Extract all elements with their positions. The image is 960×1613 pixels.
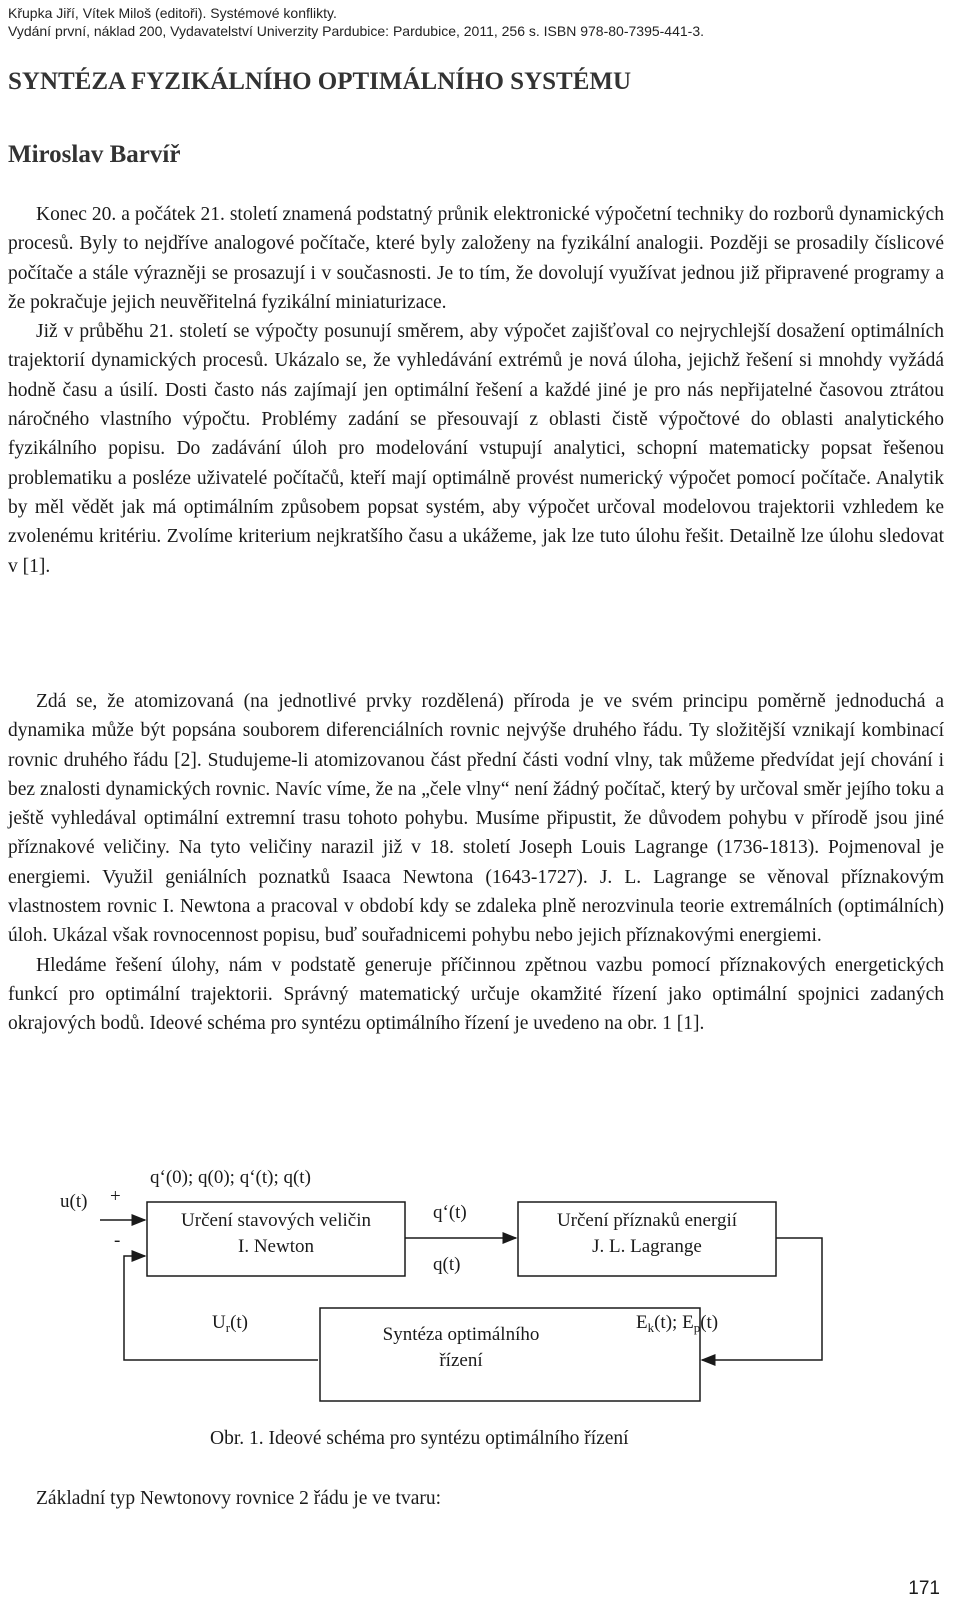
mid-q-label: q(t) xyxy=(433,1254,461,1275)
box1-line2: I. Newton xyxy=(238,1236,314,1257)
box3-line2: řízení xyxy=(439,1350,483,1371)
top-signals-label: q‘(0); q(0); q‘(t); q(t) xyxy=(150,1167,311,1188)
input-u-label: u(t) xyxy=(60,1191,88,1212)
box3-line1: Syntéza optimálního xyxy=(382,1324,540,1345)
mid-q-dot-label: q‘(t) xyxy=(433,1202,467,1223)
paragraph: Hledáme řešení úlohy, nám v podstatě generuje příčinnou zpětnou vazbu pomocí příznakových energetických funkcí pro optimální trajektorii. Správný matematický určuje okamžité řízení jako optimální spojnici zadaných okrajových bodů. Ideové schéma pro syntézu optimálního řízení je uvedeno na obr. 1 [1]. xyxy=(8,954,944,1035)
block-diagram xyxy=(0,1167,960,1425)
header-line-2: Vydání první, náklad 200, Vydavatelství Univerzity Pardubice: Pardubice, 2011, 256 s. ISBN 978-80-7395-441-3. xyxy=(8,23,704,39)
box2-line2: J. L. Lagrange xyxy=(592,1236,702,1257)
ek-ep-label: $E_k(t)$; $E_p(t)$ xyxy=(636,1312,719,1335)
section-main xyxy=(8,687,944,1039)
plus-sign: + xyxy=(110,1186,121,1207)
closing-sentence: Základní typ Newtonovy rovnice 2 řádu je ve tvaru: xyxy=(36,1488,442,1509)
paragraph: Konec 20. a počátek 21. století znamená podstatný průnik elektronické výpočetní techniky do rozborů dynamických procesů. Byly to nejdříve analogové počítače, které byly založeny na fyzikální analogii. Později se prosadily číslicové počítače a stále výrazněji se prosazují i v současnosti. Je to tím, že dovolují využívat jednou již připravené programy a že pokračuje jejich neuvěřitelná fyzikální miniaturizace. xyxy=(8,204,944,313)
page-number: 171 xyxy=(908,1578,940,1599)
paper-author: Miroslav Barvíř xyxy=(8,141,181,168)
figure-caption: Obr. 1. Ideové schéma pro syntézu optimálního řízení xyxy=(210,1428,629,1449)
box1-line1: Určení stavových veličin xyxy=(181,1210,371,1231)
feedback-line-left xyxy=(124,1256,318,1360)
paper-title: SYNTÉZA FYZIKÁLNÍHO OPTIMÁLNÍHO SYSTÉMU xyxy=(8,68,632,95)
page-header xyxy=(8,4,704,40)
paragraph: Již v průběhu 21. století se výpočty posunují směrem, aby výpočet zajišťoval co nejrychlejší dosažení optimálních trajektorií dynamických procesů. Ukázalo se, že vyhledávání extrémů je nová úloha, jejichž řešení si mnohdy vyžádá hodně času a úsilí. Dosti často nás zajímají jen optimální řešení a každé jiné je pro nás nepřijatelné časovou ztrátou náročného vlastního výpočtu. Problémy zadání se přesouvají z oblasti čistě výpočtové do oblasti analytického fyzikálního popisu. Do zadávání úloh pro modelování vstupují analytici, schopní matematicky popsat řešenou problematiku a posléze uživatelé počítačů, kteří mají optimálně provést numerický výpočet pomocí počítače. Analytik by měl vědět jak má optimálním způsobem popsat systém, aby výpočet určoval modelovou trajektorii vzhledem ke zvolenému kritériu. Zvolíme kriterium nejkratšího času a ukážeme, jak lze tuto úlohu řešit. Detailně lze úlohu sledovat v [1]. xyxy=(8,321,944,577)
section-intro xyxy=(8,200,944,581)
minus-sign: - xyxy=(114,1230,121,1251)
feedback-line-right xyxy=(702,1238,822,1360)
paragraph: Zdá se, že atomizovaná (na jednotlivé prvky rozdělená) příroda je ve svém principu poměrně jednoduchá a dynamika může být popsána souborem diferenciálních rovnic nejvýše druhého řádu. Ty složitější vznikají kombinací rovnic druhého řádu [2]. Studujeme-li atomizovanou část přední části vodní vlny, tak můžeme předvídat její chování i bez znalosti dynamických rovnic. Navíc víme, že na „čele vlny“ není žádný počítač, který by určoval směr jejího toku a ještě vyhledával optimální extremní trasu tohoto pohybu. Musíme připustit, že důvodem pohybu v přírodě jsou jiné příznakové veličiny. Na tyto veličiny narazil již v 18. století Joseph Louis Lagrange (1736-1813). Pojmenoval je energiemi. Využil geniálních poznatků Isaaca Newtona (1643-1727). J. L. Lagrange se věnoval příznakovým vlastnostem rovnic I. Newtona a pracoval v období kdy se zdaleka plně nerozvinula teorie extremálních (optimálních) úloh. Ukázal však rovnocennost popisu, buď souřadnicemi pohybu nebo jejich příznakovými energiemi. xyxy=(8,691,944,947)
box2-line1: Určení příznaků energií xyxy=(556,1210,738,1231)
ur-label: $U_r(t)$ xyxy=(212,1312,249,1335)
header-line-1: Křupka Jiří, Vítek Miloš (editoři). Systémové konflikty. xyxy=(8,5,337,21)
